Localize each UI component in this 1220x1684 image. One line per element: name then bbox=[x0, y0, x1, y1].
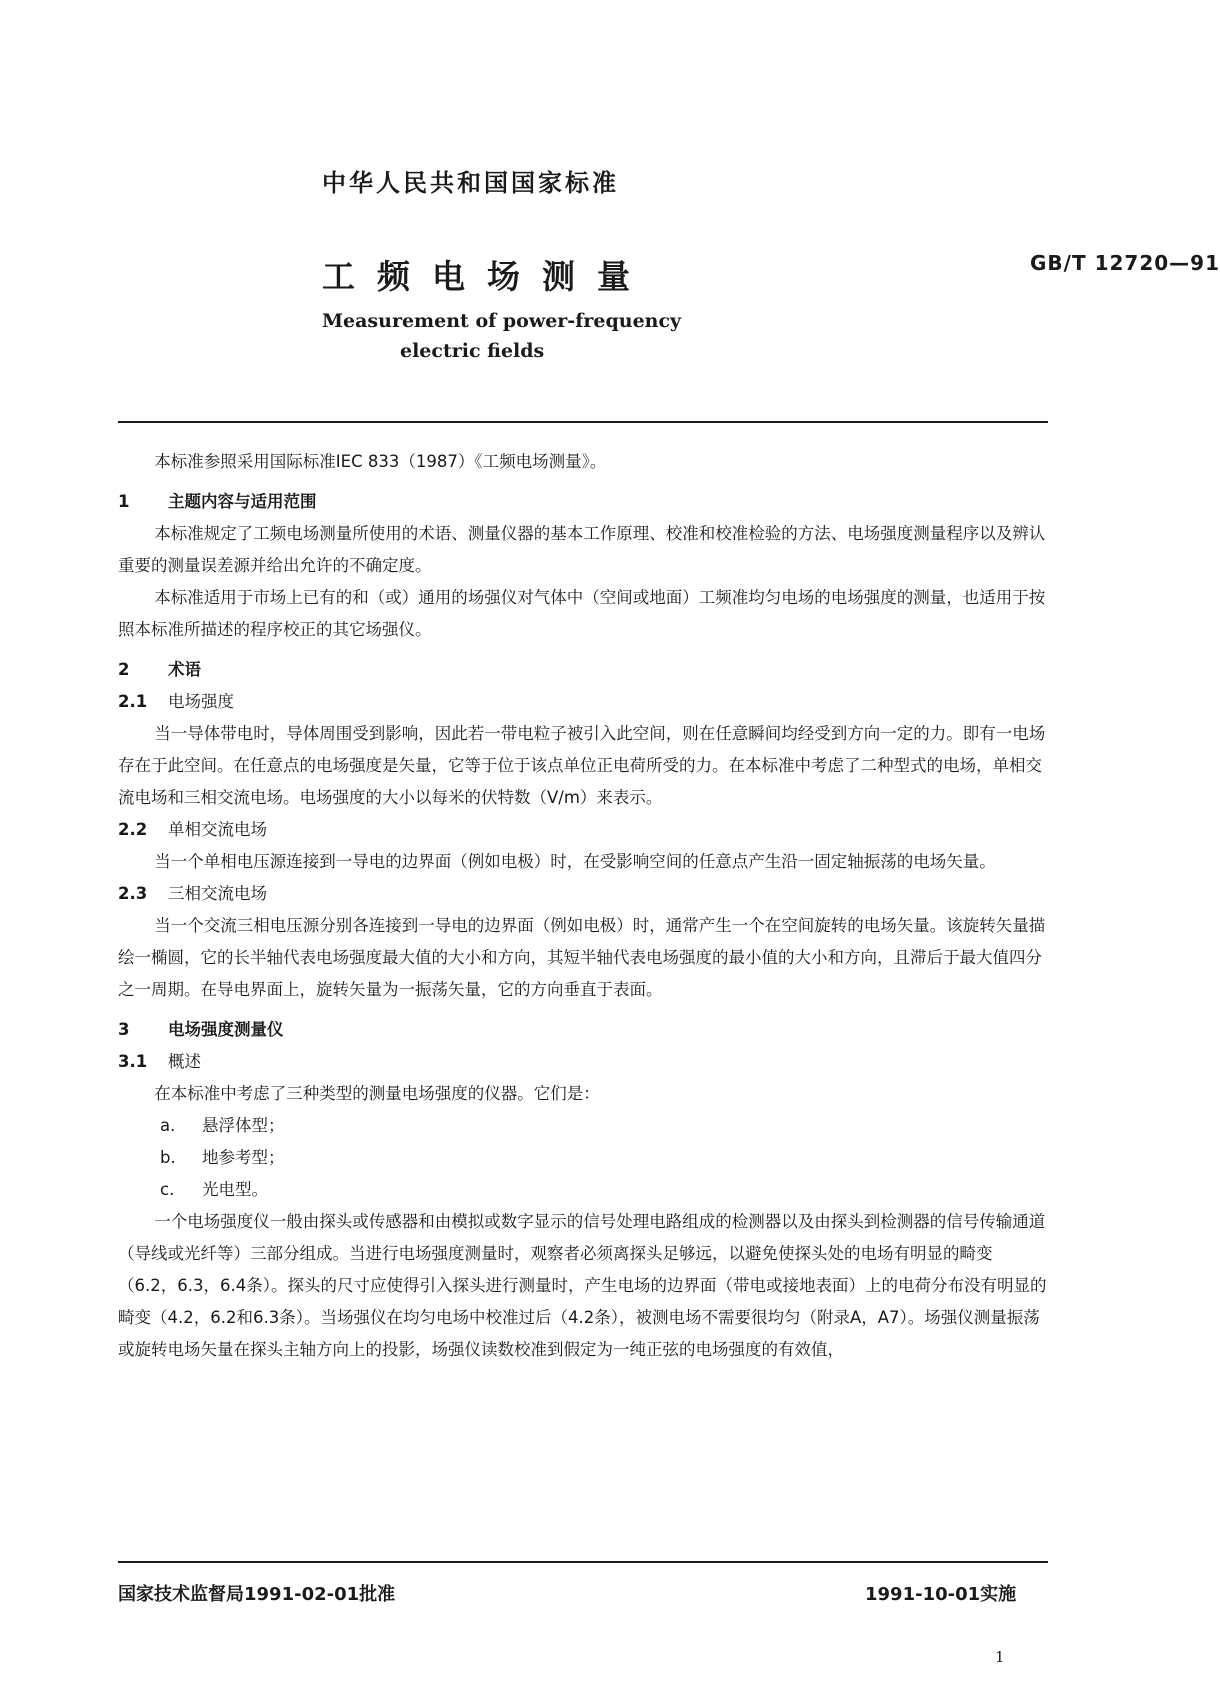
list-text: 光电型。 bbox=[202, 1180, 268, 1199]
section-heading-3 bbox=[118, 1014, 1048, 1046]
document-title: 工频电场测量 bbox=[322, 257, 652, 296]
section-number: 3 bbox=[118, 1020, 130, 1039]
footer-divider bbox=[118, 1561, 1048, 1563]
effective-date: 1991-10-01实施 bbox=[865, 1584, 1017, 1605]
paragraph: 当一个单相电压源连接到一导电的边界面（例如电极）时，在受影响空间的任意点产生沿一固定轴振荡的电场矢量。 bbox=[154, 852, 996, 871]
section-number: 1 bbox=[118, 492, 130, 511]
issuing-authority-heading: 中华人民共和国国家标准 bbox=[322, 169, 619, 197]
paragraph: 在本标准中考虑了三种类型的测量电场强度的仪器。它们是： bbox=[154, 1084, 600, 1103]
subsection-title: 单相交流电场 bbox=[168, 820, 267, 839]
section-title: 电场强度测量仪 bbox=[168, 1020, 284, 1039]
subsection-heading-2-1 bbox=[118, 686, 1048, 718]
english-title-line-2: electric fields bbox=[400, 340, 545, 362]
standard-number: GB/T 12720—91 bbox=[1030, 251, 1220, 275]
subsection-number: 2.3 bbox=[118, 884, 148, 903]
section-title: 术语 bbox=[168, 660, 201, 679]
paragraph: 本标准适用于市场上已有的和（或）通用的场强仪对气体中（空间或地面）工频准均匀电场的电场强度的测量，也适用于按照本标准所描述的程序校正的其它场强仪。 bbox=[118, 588, 1046, 639]
subsection-heading-3-1 bbox=[118, 1046, 1048, 1078]
subsection-title: 概述 bbox=[168, 1052, 201, 1071]
section-heading-1 bbox=[118, 486, 1048, 518]
list-marker: c. bbox=[160, 1180, 175, 1199]
paragraph: 本标准规定了工频电场测量所使用的术语、测量仪器的基本工作原理、校准和校准检验的方法、电场强度测量程序以及辨认重要的测量误差源并给出允许的不确定度。 bbox=[118, 524, 1046, 575]
header-divider bbox=[118, 421, 1048, 423]
paragraph: 一个电场强度仪一般由探头或传感器和由模拟或数字显示的信号处理电路组成的检测器以及由探头到检测器的信号传输通道（导线或光纤等）三部分组成。当进行电场强度测量时，观察者必须离探头足够远，以避免使探头处的电场有明显的畸变（6.2，6.3，6.4条）。探头的尺寸应使得引入探头进行测量时，产生电场的边界面（带电或接地表面）上的电荷分布没有明显的畸变（4.2，6.2和6.3条）。当场强仪在均匀电场中校准过后（4.2条），被测电场不需要很均匀（附录A，A7）。场强仪测量振荡或旋转电场矢量在探头主轴方向上的投影，场强仪读数校准到假定为一纯正弦的电场强度的有效值， bbox=[118, 1212, 1047, 1359]
subsection-title: 三相交流电场 bbox=[168, 884, 267, 903]
subsection-number: 2.1 bbox=[118, 692, 148, 711]
list-text: 地参考型； bbox=[202, 1148, 285, 1167]
section-heading-2 bbox=[118, 654, 1048, 686]
english-title-line-1: Measurement of power-frequency bbox=[322, 310, 682, 332]
section-number: 2 bbox=[118, 660, 130, 679]
intro-paragraph: 本标准参照采用国际标准IEC 833（1987）《工频电场测量》。 bbox=[154, 452, 607, 471]
approval-date: 国家技术监督局1991-02-01批准 bbox=[118, 1584, 396, 1605]
subsection-heading-2-3 bbox=[118, 878, 1048, 910]
subsection-number: 2.2 bbox=[118, 820, 148, 839]
document-body bbox=[118, 446, 1048, 1366]
paragraph: 当一个交流三相电压源分别各连接到一导电的边界面（例如电极）时，通常产生一个在空间旋转的电场矢量。该旋转矢量描绘一椭圆，它的长半轴代表电场强度最大值的大小和方向，其短半轴代表电场强度的最小值的大小和方向，且滞后于最大值四分之一周期。在导电界面上，旋转矢量为一振荡矢量，它的方向垂直于表面。 bbox=[118, 916, 1046, 999]
list-item bbox=[118, 1174, 1048, 1206]
paragraph: 当一导体带电时，导体周围受到影响，因此若一带电粒子被引入此空间，则在任意瞬间均经受到方向一定的力。即有一电场存在于此空间。在任意点的电场强度是矢量，它等于位于该点单位正电荷所受的力。在本标准中考虑了二种型式的电场，单相交流电场和三相交流电场。电场强度的大小以每米的伏特数（V/m）来表示。 bbox=[118, 724, 1046, 807]
subsection-heading-2-2 bbox=[118, 814, 1048, 846]
subsection-title: 电场强度 bbox=[168, 692, 234, 711]
list-marker: b. bbox=[160, 1148, 176, 1167]
list-text: 悬浮体型； bbox=[202, 1116, 285, 1135]
page-number: 1 bbox=[995, 1648, 1005, 1666]
section-title: 主题内容与适用范围 bbox=[168, 492, 317, 511]
subsection-number: 3.1 bbox=[118, 1052, 148, 1071]
list-item bbox=[118, 1110, 1048, 1142]
list-item bbox=[118, 1142, 1048, 1174]
list-marker: a. bbox=[160, 1116, 176, 1135]
